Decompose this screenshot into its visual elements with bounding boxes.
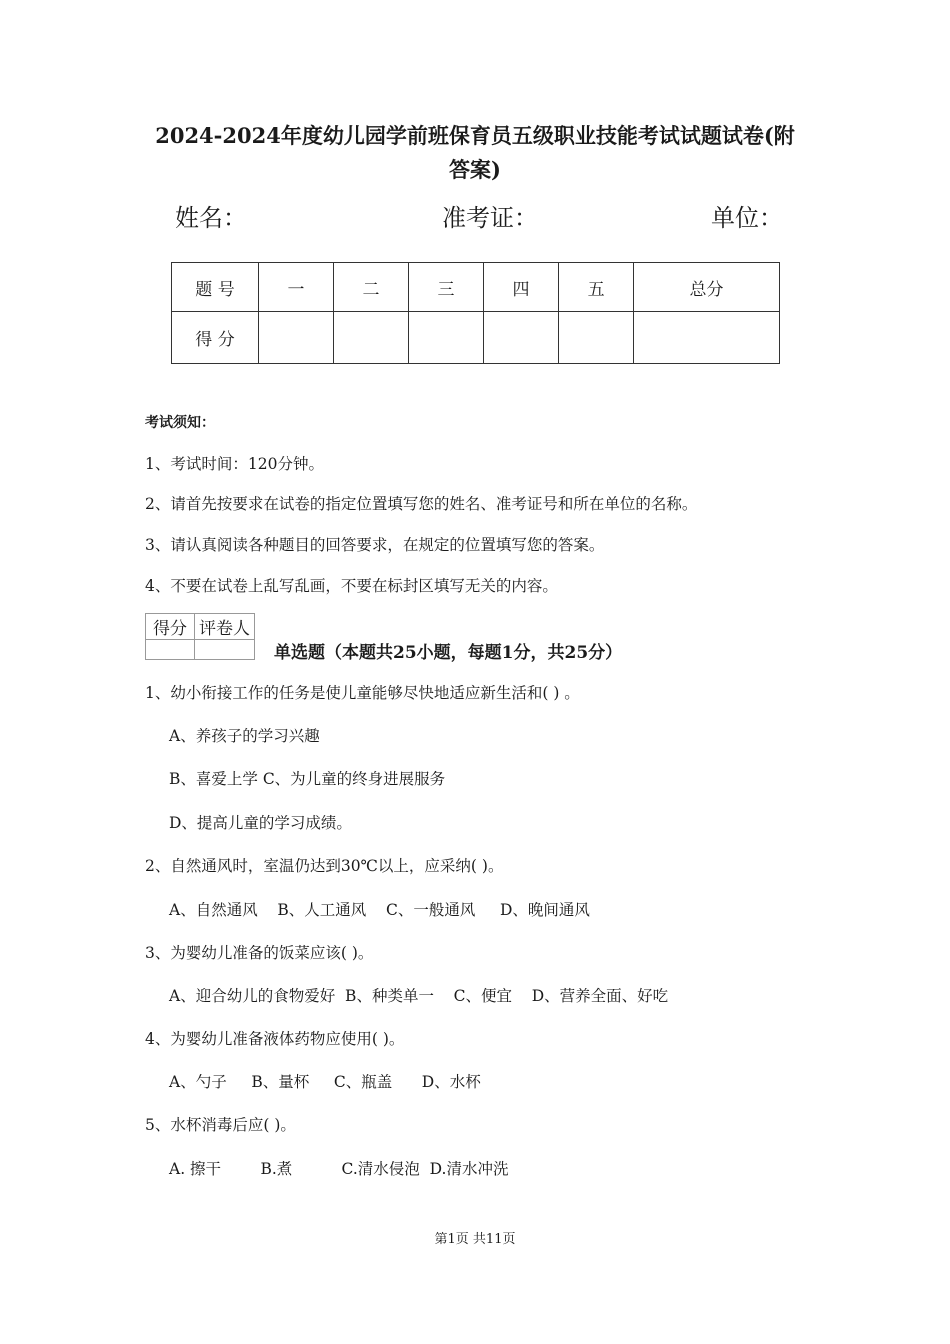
grader-table	[145, 613, 255, 660]
question-stem: 5、水杯消毒后应( )。	[145, 1116, 296, 1134]
candidate-fields	[175, 198, 785, 242]
notice-item: 3、请认真阅读各种题目的回答要求，在规定的位置填写您的答案。	[145, 536, 605, 554]
question-option: A、迎合幼儿的食物爱好 B、种类单一 C、便宜 D、营养全面、好吃	[169, 987, 669, 1005]
name-field-label: 姓名：	[175, 204, 247, 232]
grader-score-label: 得分	[146, 614, 195, 640]
grader-name-cell	[195, 640, 255, 660]
score-table-score-row	[172, 312, 780, 364]
score-table-header-cell: 二	[334, 263, 409, 312]
score-table-header-cell: 总分	[634, 263, 780, 312]
score-cell	[484, 312, 559, 364]
score-cell	[259, 312, 334, 364]
title-line-2: 答案)	[449, 157, 501, 182]
score-table-header-cell: 一	[259, 263, 334, 312]
question-stem: 3、为婴幼儿准备的饭菜应该( )。	[145, 944, 374, 962]
question-option: A、养孩子的学习兴趣	[169, 727, 320, 745]
score-table-score-label: 得 分	[172, 312, 259, 364]
score-table-header-cell: 五	[559, 263, 634, 312]
score-table-header-label: 题 号	[172, 263, 259, 312]
score-table-header-cell: 四	[484, 263, 559, 312]
score-table	[171, 262, 780, 364]
score-table-header-row	[172, 263, 780, 312]
question-option: A. 擦干 B.煮 C.清水侵泡 D.清水冲洗	[169, 1160, 509, 1178]
grader-score-cell	[146, 640, 195, 660]
title-line-1: 2024-2024年度幼儿园学前班保育员五级职业技能考试试题试卷(附	[155, 123, 795, 148]
grader-name-label: 评卷人	[195, 614, 255, 640]
section-title: 单选题（本题共25小题，每题1分，共25分）	[274, 643, 623, 663]
unit-field-label: 单位：	[711, 204, 783, 232]
score-cell	[634, 312, 780, 364]
question-stem: 2、自然通风时，室温仍达到30℃以上，应采纳( )。	[145, 857, 504, 875]
score-cell	[559, 312, 634, 364]
notice-item: 1、考试时间：120分钟。	[145, 455, 324, 473]
score-cell	[409, 312, 484, 364]
page-footer: 第1页 共11页	[434, 1232, 516, 1247]
question-option: A、自然通风 B、人工通风 C、一般通风 D、晚间通风	[169, 901, 590, 919]
notice-item: 4、不要在试卷上乱写乱画，不要在标封区填写无关的内容。	[145, 577, 558, 595]
score-cell	[334, 312, 409, 364]
notice-item: 2、请首先按要求在试卷的指定位置填写您的姓名、准考证号和所在单位的名称。	[145, 495, 698, 513]
notice-heading: 考试须知：	[145, 415, 215, 431]
exam-id-field-label: 准考证：	[442, 204, 538, 232]
question-option: D、提高儿童的学习成绩。	[169, 814, 352, 832]
score-table-header-cell: 三	[409, 263, 484, 312]
question-stem: 1、幼小衔接工作的任务是使儿童能够尽快地适应新生活和( ) 。	[145, 684, 580, 702]
question-option: A、勺子 B、量杯 C、瓶盖 D、水杯	[169, 1073, 481, 1091]
question-option: B、喜爱上学 C、为儿童的终身进展服务	[169, 770, 446, 788]
question-stem: 4、为婴幼儿准备液体药物应使用( )。	[145, 1030, 405, 1048]
